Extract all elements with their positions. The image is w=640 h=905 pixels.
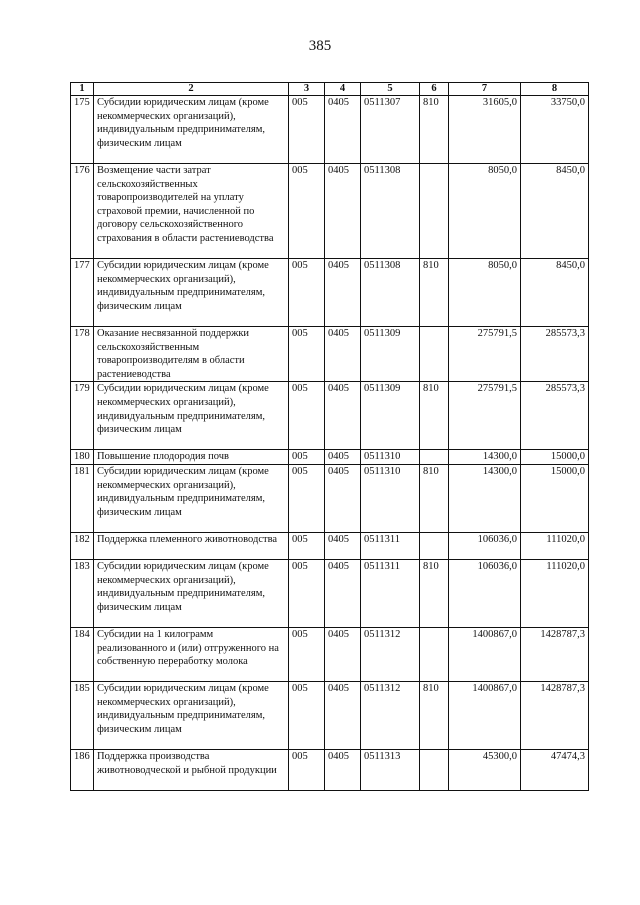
amount-year2: 47474,3 bbox=[521, 749, 589, 790]
table-row bbox=[71, 382, 589, 450]
row-number: 186 bbox=[71, 749, 94, 790]
amount-year1: 106036,0 bbox=[449, 532, 521, 559]
ministry-code: 005 bbox=[289, 450, 325, 465]
expense-type-code bbox=[420, 327, 449, 382]
section-code: 0405 bbox=[325, 382, 361, 450]
expense-name: Возмещение части затрат сельскохозяйственных товаропроизводителей на уплату страховой премии, начисленной по договору сельскохозяйственного страхования в области растениеводства bbox=[94, 164, 289, 259]
table-row bbox=[71, 464, 589, 532]
section-code: 0405 bbox=[325, 164, 361, 259]
ministry-code: 005 bbox=[289, 259, 325, 327]
amount-year1: 31605,0 bbox=[449, 96, 521, 164]
amount-year2: 285573,3 bbox=[521, 327, 589, 382]
section-code: 0405 bbox=[325, 327, 361, 382]
row-number: 180 bbox=[71, 450, 94, 465]
ministry-code: 005 bbox=[289, 559, 325, 627]
target-article-code: 0511310 bbox=[361, 450, 420, 465]
section-code: 0405 bbox=[325, 627, 361, 681]
expense-type-code bbox=[420, 532, 449, 559]
table-row bbox=[71, 749, 589, 790]
expense-name: Оказание несвязанной поддержки сельскохозяйственным товаропроизводителям в области растениеводства bbox=[94, 327, 289, 382]
target-article-code: 0511308 bbox=[361, 259, 420, 327]
section-code: 0405 bbox=[325, 96, 361, 164]
expense-type-code: 810 bbox=[420, 96, 449, 164]
expense-type-code: 810 bbox=[420, 464, 449, 532]
expense-type-code: 810 bbox=[420, 382, 449, 450]
row-number: 176 bbox=[71, 164, 94, 259]
page-number: 385 bbox=[308, 38, 332, 54]
column-header: 2 bbox=[94, 83, 289, 96]
amount-year1: 1400867,0 bbox=[449, 627, 521, 681]
row-number: 175 bbox=[71, 96, 94, 164]
column-header: 3 bbox=[289, 83, 325, 96]
column-header: 8 bbox=[521, 83, 589, 96]
section-code: 0405 bbox=[325, 749, 361, 790]
column-header: 4 bbox=[325, 83, 361, 96]
target-article-code: 0511311 bbox=[361, 559, 420, 627]
expense-type-code: 810 bbox=[420, 259, 449, 327]
ministry-code: 005 bbox=[289, 96, 325, 164]
table-row bbox=[71, 164, 589, 259]
expense-name: Субсидии юридическим лицам (кроме некоммерческих организаций), индивидуальным предпринимателям, физическим лицам bbox=[94, 96, 289, 164]
column-header: 5 bbox=[361, 83, 420, 96]
column-header: 7 bbox=[449, 83, 521, 96]
amount-year1: 8050,0 bbox=[449, 259, 521, 327]
row-number: 185 bbox=[71, 681, 94, 749]
amount-year1: 8050,0 bbox=[449, 164, 521, 259]
target-article-code: 0511308 bbox=[361, 164, 420, 259]
ministry-code: 005 bbox=[289, 749, 325, 790]
ministry-code: 005 bbox=[289, 532, 325, 559]
expense-name: Субсидии юридическим лицам (кроме некоммерческих организаций), индивидуальным предпринимателям, физическим лицам bbox=[94, 559, 289, 627]
row-number: 177 bbox=[71, 259, 94, 327]
amount-year1: 106036,0 bbox=[449, 559, 521, 627]
target-article-code: 0511309 bbox=[361, 382, 420, 450]
ministry-code: 005 bbox=[289, 382, 325, 450]
table-row bbox=[71, 259, 589, 327]
expense-type-code bbox=[420, 749, 449, 790]
amount-year2: 111020,0 bbox=[521, 559, 589, 627]
amount-year1: 275791,5 bbox=[449, 327, 521, 382]
expense-name: Субсидии юридическим лицам (кроме некоммерческих организаций), индивидуальным предпринимателям, физическим лицам bbox=[94, 259, 289, 327]
amount-year2: 8450,0 bbox=[521, 164, 589, 259]
table-row bbox=[71, 559, 589, 627]
budget-table bbox=[70, 82, 589, 791]
expense-name: Субсидии юридическим лицам (кроме некоммерческих организаций), индивидуальным предпринимателям, физическим лицам bbox=[94, 382, 289, 450]
table-row bbox=[71, 327, 589, 382]
amount-year2: 111020,0 bbox=[521, 532, 589, 559]
amount-year2: 8450,0 bbox=[521, 259, 589, 327]
expense-type-code bbox=[420, 627, 449, 681]
row-number: 184 bbox=[71, 627, 94, 681]
target-article-code: 0511307 bbox=[361, 96, 420, 164]
expense-type-code bbox=[420, 450, 449, 465]
target-article-code: 0511311 bbox=[361, 532, 420, 559]
expense-name: Субсидии юридическим лицам (кроме некоммерческих организаций), индивидуальным предпринимателям, физическим лицам bbox=[94, 681, 289, 749]
expense-name: Поддержка племенного животноводства bbox=[94, 532, 289, 559]
table-row bbox=[71, 96, 589, 164]
target-article-code: 0511310 bbox=[361, 464, 420, 532]
section-code: 0405 bbox=[325, 681, 361, 749]
section-code: 0405 bbox=[325, 464, 361, 532]
table-header-row bbox=[71, 83, 589, 96]
amount-year1: 14300,0 bbox=[449, 464, 521, 532]
column-header: 1 bbox=[71, 83, 94, 96]
table-row bbox=[71, 450, 589, 465]
row-number: 181 bbox=[71, 464, 94, 532]
amount-year1: 14300,0 bbox=[449, 450, 521, 465]
table-row bbox=[71, 627, 589, 681]
ministry-code: 005 bbox=[289, 681, 325, 749]
target-article-code: 0511312 bbox=[361, 627, 420, 681]
row-number: 179 bbox=[71, 382, 94, 450]
expense-type-code: 810 bbox=[420, 559, 449, 627]
ministry-code: 005 bbox=[289, 164, 325, 259]
expense-type-code bbox=[420, 164, 449, 259]
section-code: 0405 bbox=[325, 259, 361, 327]
expense-name: Субсидии на 1 килограмм реализованного и (или) отгруженного на собственную переработку молока bbox=[94, 627, 289, 681]
table-row bbox=[71, 681, 589, 749]
row-number: 178 bbox=[71, 327, 94, 382]
target-article-code: 0511313 bbox=[361, 749, 420, 790]
target-article-code: 0511312 bbox=[361, 681, 420, 749]
amount-year2: 15000,0 bbox=[521, 450, 589, 465]
amount-year1: 275791,5 bbox=[449, 382, 521, 450]
target-article-code: 0511309 bbox=[361, 327, 420, 382]
section-code: 0405 bbox=[325, 450, 361, 465]
expense-type-code: 810 bbox=[420, 681, 449, 749]
expense-name: Субсидии юридическим лицам (кроме некоммерческих организаций), индивидуальным предпринимателям, физическим лицам bbox=[94, 464, 289, 532]
row-number: 183 bbox=[71, 559, 94, 627]
amount-year1: 45300,0 bbox=[449, 749, 521, 790]
section-code: 0405 bbox=[325, 532, 361, 559]
ministry-code: 005 bbox=[289, 627, 325, 681]
column-header: 6 bbox=[420, 83, 449, 96]
section-code: 0405 bbox=[325, 559, 361, 627]
amount-year1: 1400867,0 bbox=[449, 681, 521, 749]
amount-year2: 285573,3 bbox=[521, 382, 589, 450]
ministry-code: 005 bbox=[289, 327, 325, 382]
table-body bbox=[71, 96, 589, 791]
ministry-code: 005 bbox=[289, 464, 325, 532]
amount-year2: 1428787,3 bbox=[521, 681, 589, 749]
amount-year2: 15000,0 bbox=[521, 464, 589, 532]
amount-year2: 1428787,3 bbox=[521, 627, 589, 681]
row-number: 182 bbox=[71, 532, 94, 559]
table-row bbox=[71, 532, 589, 559]
expense-name: Повышение плодородия почв bbox=[94, 450, 289, 465]
amount-year2: 33750,0 bbox=[521, 96, 589, 164]
expense-name: Поддержка производства животноводческой и рыбной продукции bbox=[94, 749, 289, 790]
